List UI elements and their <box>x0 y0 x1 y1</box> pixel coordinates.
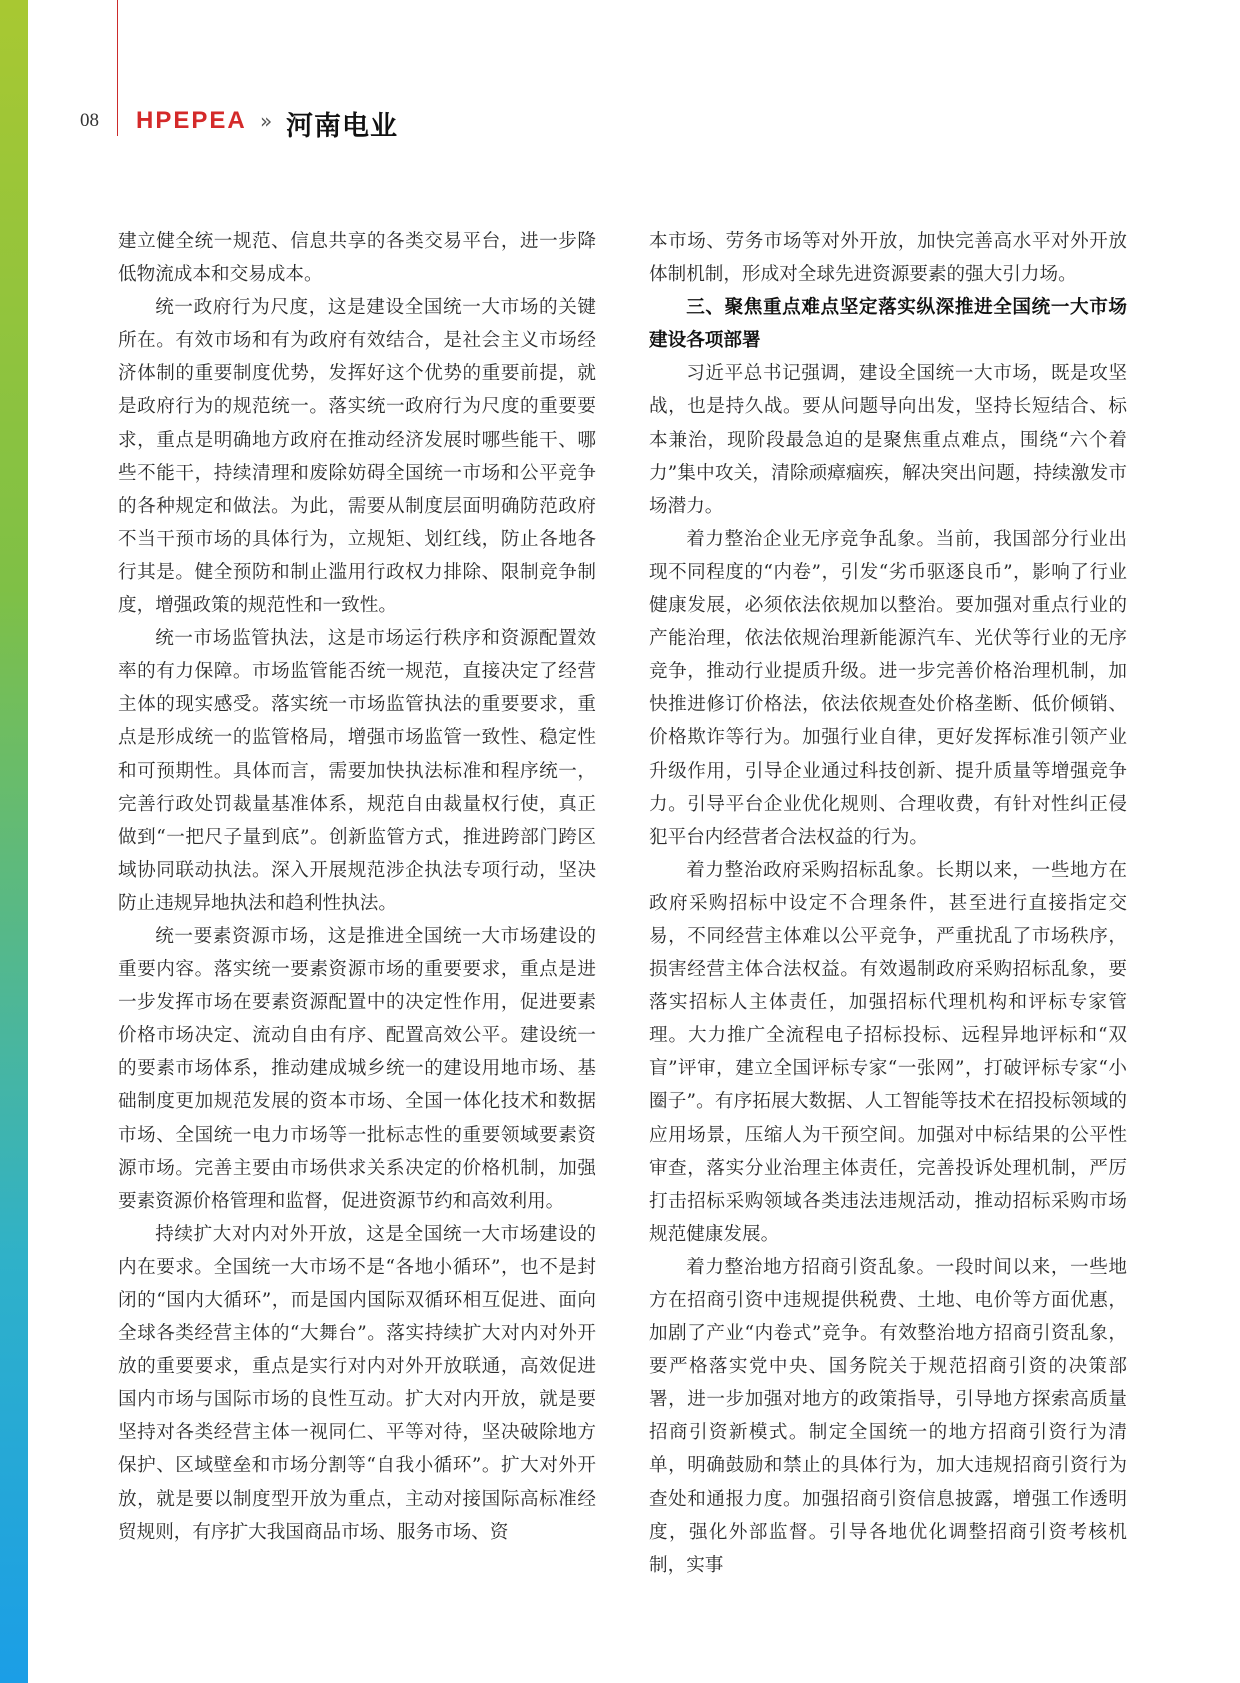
brand-separator-icon: » <box>260 109 273 133</box>
publication-title: 河南电业 <box>286 111 398 142</box>
page-number: 08 <box>80 110 99 131</box>
paragraph: 持续扩大对内对外开放，这是全国统一大市场建设的内在要求。全国统一大市场不是“各地小循环”，也不是封闭的“国内大循环”，而是国内国际双循环相互促进、面向全球各类经营主体的“大舞台”。落实持续扩大对内对外开放的重要要求，重点是实行对内对外开放联通，高效促进国内市场与国际市场的良性互动。扩大对内开放，就是要坚持对各类经营主体一视同仁、平等对待，坚决破除地方保护、区域壁垒和市场分割等“自我小循环”。扩大对外开放，就是要以制度型开放为重点，主动对接国际高标准经贸规则，有序扩大我国商品市场、服务市场、资 <box>118 1223 596 1543</box>
paragraph: 统一市场监管执法，这是市场运行秩序和资源配置效率的有力保障。市场监管能否统一规范，直接决定了经营主体的现实感受。落实统一市场监管执法的重要要求，重点是形成统一的监管格局，增强市场监管一致性、稳定性和可预期性。具体而言，需要加快执法标准和程序统一，完善行政处罚裁量基准体系，规范自由裁量权行使，真正做到“一把尺子量到底”。创新监管方式，推进跨部门跨区域协同联动执法。深入开展规范涉企执法专项行动，坚决防止违规异地执法和趋利性执法。 <box>118 628 596 914</box>
section-heading: 三、聚焦重点难点坚定落实纵深推进全国统一大市场建设各项部署 <box>649 297 1127 352</box>
paragraph: 本市场、劳务市场等对外开放，加快完善高水平对外开放体制机制，形成对全球先进资源要素的强大引力场。 <box>649 231 1127 286</box>
brand-logo: HPEPEA <box>136 107 247 134</box>
paragraph: 着力整治企业无序竞争乱象。当前，我国部分行业出现不同程度的“内卷”，引发“劣币驱逐良币”，影响了行业健康发展，必须依法依规加以整治。要加强对重点行业的产能治理，依法依规治理新能源汽车、光伏等行业的无序竞争，推动行业提质升级。进一步完善价格治理机制，加快推进修订价格法，依法依规查处价格垄断、低价倾销、价格欺诈等行为。加强行业自律，更好发挥标准引领产业升级作用，引导企业通过科技创新、提升质量等增强竞争力。引导平台企业优化规则、合理收费，有针对性纠正侵犯平台内经营者合法权益的行为。 <box>649 528 1127 848</box>
paragraph: 建立健全统一规范、信息共享的各类交易平台，进一步降低物流成本和交易成本。 <box>118 231 596 286</box>
left-column <box>118 225 596 1549</box>
right-column <box>649 225 1127 1582</box>
paragraph: 习近平总书记强调，建设全国统一大市场，既是攻坚战，也是持久战。要从问题导向出发，坚持长短结合、标本兼治，现阶段最急迫的是聚焦重点难点，围绕“六个着力”集中攻关，清除顽瘴痼疾，解决突出问题，持续激发市场潜力。 <box>649 363 1127 517</box>
paragraph: 统一要素资源市场，这是推进全国统一大市场建设的重要内容。落实统一要素资源市场的重要要求，重点是进一步发挥市场在要素资源配置中的决定性作用，促进要素价格市场决定、流动自由有序、配置高效公平。建设统一的要素市场体系，推动建成城乡统一的建设用地市场、基础制度更加规范发展的资本市场、全国一体化技术和数据市场、全国统一电力市场等一批标志性的重要领域要素资源市场。完善主要由市场供求关系决定的价格机制，加强要素资源价格管理和监督，促进资源节约和高效利用。 <box>118 925 596 1212</box>
header-divider <box>117 0 118 136</box>
paragraph: 着力整治地方招商引资乱象。一段时间以来，一些地方在招商引资中违规提供税费、土地、电价等方面优惠，加剧了产业“内卷式”竞争。有效整治地方招商引资乱象，要严格落实党中央、国务院关于规范招商引资的决策部署，进一步加强对地方的政策指导，引导地方探索高质量招商引资新模式。制定全国统一的地方招商引资行为清单，明确鼓励和禁止的具体行为，加大违规招商引资行为查处和通报力度。加强招商引资信息披露，增强工作透明度，强化外部监督。引导各地优化调整招商引资考核机制，实事 <box>649 1256 1127 1576</box>
paragraph: 着力整治政府采购招标乱象。长期以来，一些地方在政府采购招标中设定不合理条件，甚至进行直接指定交易，不同经营主体难以公平竞争，严重扰乱了市场秩序，损害经营主体合法权益。有效遏制政府采购招标乱象，要落实招标人主体责任，加强招标代理机构和评标专家管理。大力推广全流程电子招标投标、远程异地评标和“双盲”评审，建立全国评标专家“一张网”，打破评标专家“小圈子”。有序拓展大数据、人工智能等技术在招投标领域的应用场景，压缩人为干预空间。加强对中标结果的公平性审查，落实分业治理主体责任，完善投诉处理机制，严厉打击招标采购领域各类违法违规活动，推动招标采购市场规范健康发展。 <box>649 859 1127 1245</box>
paragraph: 统一政府行为尺度，这是建设全国统一大市场的关键所在。有效市场和有为政府有效结合，是社会主义市场经济体制的重要制度优势，发挥好这个优势的重要前提，就是政府行为的规范统一。落实统一政府行为尺度的重要要求，重点是明确地方政府在推动经济发展时哪些能干、哪些不能干，持续清理和废除妨碍全国统一市场和公平竞争的各种规定和做法。为此，需要从制度层面明确防范政府不当干预市场的具体行为，立规矩、划红线，防止各地各行其是。健全预防和制止滥用行政权力排除、限制竞争制度，增强政策的规范性和一致性。 <box>118 297 596 617</box>
decorative-side-bar <box>0 0 28 1683</box>
